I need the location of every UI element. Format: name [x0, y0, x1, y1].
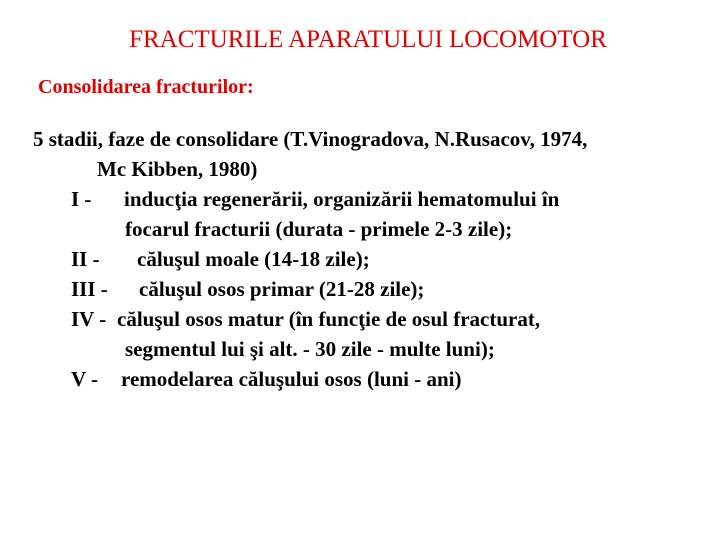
body-text [33, 124, 713, 394]
stage-label: V - [71, 367, 99, 391]
stage-item-3 [33, 274, 713, 304]
intro-line: 5 stadii, faze de consolidare (T.Vinogradova, N.Rusacov, 1974, [33, 127, 588, 151]
stage-label: I - [71, 187, 92, 211]
stage-item-5 [33, 364, 713, 394]
stage-text: căluşul osos matur (în funcţie de osul fracturat, [117, 307, 541, 331]
intro-line-continuation: Mc Kibben, 1980) [97, 157, 258, 181]
stage-text: căluşul moale (14-18 zile); [137, 247, 370, 271]
stage-item-4-continuation: segmentul lui şi alt. - 30 zile - multe luni); [125, 337, 495, 361]
stage-text: căluşul osos primar (21-28 zile); [139, 277, 425, 301]
stage-item-2 [33, 244, 713, 274]
stage-text: inducţia regenerării, organizării hematomului în [124, 187, 560, 211]
stage-text: remodelarea căluşului osos (luni - ani) [121, 367, 462, 391]
slide-subtitle: Consolidarea fracturilor: [38, 76, 254, 98]
stage-label: IV - [71, 307, 107, 331]
stage-label: II - [71, 247, 100, 271]
stage-item-1-continuation: focarul fracturii (durata - primele 2-3 zile); [125, 217, 513, 241]
slide-title: FRACTURILE APARATULUI LOCOMOTOR [129, 26, 607, 53]
stage-item-1 [33, 184, 713, 214]
stage-item-4 [33, 304, 713, 334]
stage-label: III - [71, 277, 108, 301]
